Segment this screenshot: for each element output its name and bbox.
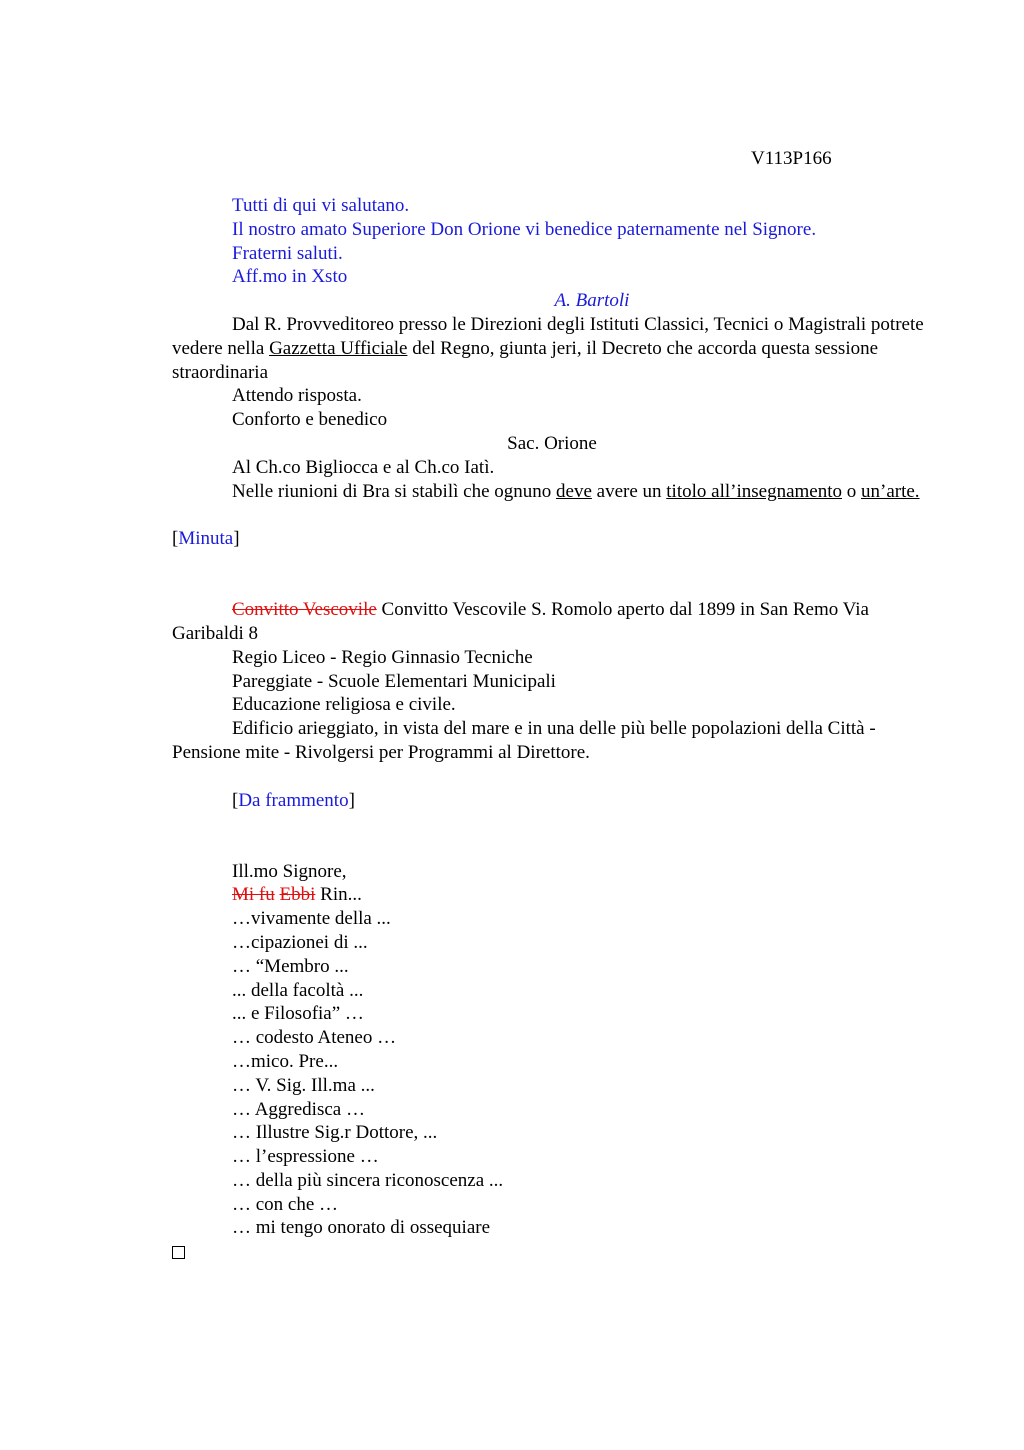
signature-orione: Sac. Orione bbox=[507, 432, 597, 454]
page-reference: V113P166 bbox=[751, 148, 832, 169]
closing-line-3: Fraterni saluti. bbox=[232, 242, 343, 264]
fragment-line: …vivamente della ... bbox=[232, 908, 391, 930]
provveditorato-text-a: Dal R. Provveditoreo presso le Direzioni degli Istituti Classici, Tecnici o Magistrali potrete vedere nella bbox=[172, 313, 924, 359]
spacer bbox=[172, 765, 932, 789]
bra-note-a: Nelle riunioni di Bra si stabilì che ognuno bbox=[232, 480, 557, 502]
ad-line-1: Regio Liceo - Regio Ginnasio Tecniche bbox=[232, 646, 533, 668]
closing-line-4: Aff.mo in Xsto bbox=[232, 266, 348, 288]
fragment-line: …cipazionei di ... bbox=[232, 931, 368, 953]
fragment-line: … V. Sig. Ill.ma ... bbox=[232, 1074, 375, 1096]
provveditorato-text-b: del Regno, giunta jeri, il Decreto che accorda questa sessione straordinaria bbox=[172, 337, 879, 383]
deleted-text: Convitto Vescovile bbox=[232, 599, 377, 621]
bra-note-deve: deve bbox=[556, 480, 592, 502]
bra-note-c: o bbox=[842, 480, 861, 502]
section-fragment bbox=[172, 789, 932, 813]
deleted-text: Mi fu bbox=[232, 884, 275, 906]
edificio-paragraph: Edificio arieggiato, in vista del mare e in una delle più belle popolazioni della Città - Pensione mite - Rivolgersi per Programmi al Direttore. bbox=[172, 718, 876, 763]
spacer bbox=[172, 551, 932, 598]
end-marker-icon bbox=[172, 1240, 932, 1266]
fragment-line-rin bbox=[172, 883, 932, 907]
convitto-paragraph bbox=[172, 598, 932, 646]
closing-line-2: Il nostro amato Superiore Don Orione vi benedice paternamente nel Signore. bbox=[232, 218, 817, 240]
bra-note-arte: un’arte. bbox=[861, 480, 920, 502]
closing-line-1: Tutti di qui vi salutano. bbox=[232, 195, 410, 216]
recipients-line: Al Ch.co Bigliocca e al Ch.co Iatì. bbox=[232, 456, 495, 478]
document-body bbox=[172, 194, 932, 1266]
fragment-line: … “Membro ... bbox=[232, 955, 349, 977]
deleted-text: Ebbi bbox=[279, 884, 316, 906]
fragment-line: … della più sincera riconoscenza ... bbox=[232, 1169, 504, 1191]
spacer bbox=[172, 813, 932, 860]
ad-line-2: Pareggiate - Scuole Elementari Municipali bbox=[232, 670, 556, 692]
benedico-line: Conforto e benedico bbox=[232, 409, 388, 431]
spacer bbox=[172, 503, 932, 527]
provveditorato-paragraph bbox=[172, 313, 932, 384]
fragment-line: … l’espressione … bbox=[232, 1146, 379, 1168]
bracket-open: [ bbox=[232, 789, 239, 811]
bracket-close: ] bbox=[233, 528, 240, 550]
bra-note-titolo: titolo all’insegnamento bbox=[666, 480, 842, 502]
fragment-rin-text: Rin... bbox=[315, 884, 362, 906]
fragment-line: … mi tengo onorato di ossequiare bbox=[232, 1217, 491, 1239]
bra-note bbox=[172, 480, 932, 504]
gazzetta-ufficiale: Gazzetta Ufficiale bbox=[269, 337, 408, 359]
fragment-line: … Aggredisca … bbox=[232, 1098, 365, 1120]
bracket-close: ] bbox=[348, 789, 355, 811]
fragment-line: … codesto Ateneo … bbox=[232, 1027, 397, 1049]
fragment-line: … Illustre Sig.r Dottore, ... bbox=[232, 1122, 438, 1144]
signature-bartoli: A. Bartoli bbox=[554, 290, 630, 312]
section-fragment-label: Da frammento bbox=[238, 789, 349, 811]
ad-line-3: Educazione religiosa e civile. bbox=[232, 694, 456, 716]
bracket-open: [ bbox=[172, 528, 179, 550]
section-minuta bbox=[172, 527, 932, 551]
fragment-line: ... e Filosofia” … bbox=[232, 1003, 364, 1025]
fragment-line: ... della facoltà ... bbox=[232, 979, 364, 1001]
fragment-salutation: Ill.mo Signore, bbox=[232, 860, 347, 882]
fragment-line: … con che … bbox=[232, 1193, 339, 1215]
convitto-text: Convitto Vescovile S. Romolo aperto dal 1899 in San Remo Via Garibaldi 8 bbox=[172, 599, 869, 644]
attendo-line: Attendo risposta. bbox=[232, 385, 362, 407]
bra-note-b: avere un bbox=[591, 480, 667, 502]
section-minuta-label: Minuta bbox=[178, 528, 234, 550]
fragment-line: …mico. Pre... bbox=[232, 1050, 339, 1072]
